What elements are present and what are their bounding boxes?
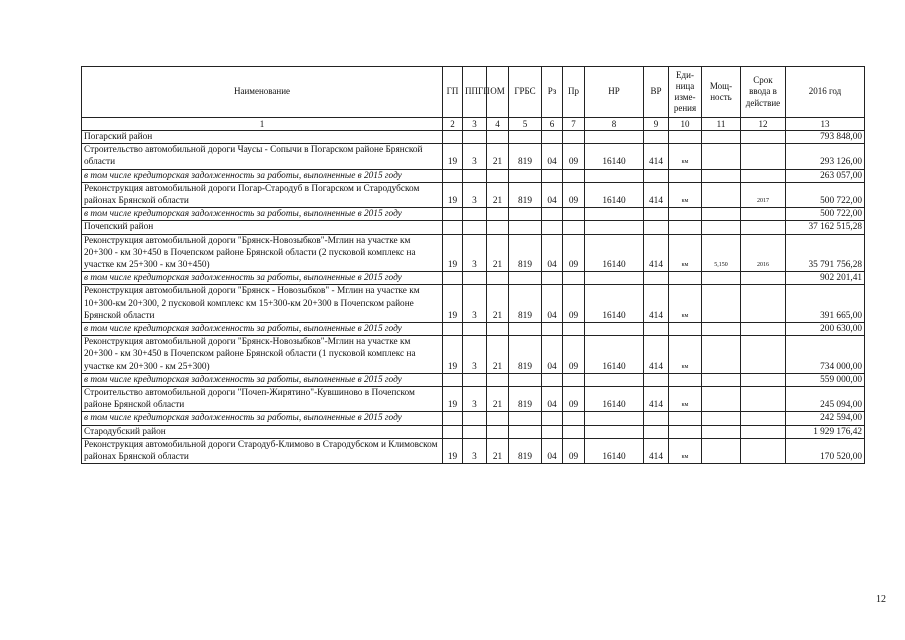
empty-cell: [644, 323, 669, 336]
cell-unit: км: [669, 144, 702, 169]
empty-cell: [542, 221, 563, 234]
row-name: Строительство автомобильной дороги "Почеп-Жирятино"-Кувшиново в Почепском районе Брянской области: [82, 387, 443, 412]
empty-cell: [741, 425, 786, 438]
empty-cell: [702, 373, 741, 386]
cell-om: 21: [487, 336, 509, 374]
cell-term: 2017: [741, 182, 786, 207]
row-name: в том числе кредиторская задолженность за работы, выполненные в 2015 году: [82, 208, 443, 221]
empty-cell: [542, 131, 563, 144]
cell-term: [741, 438, 786, 463]
empty-cell: [509, 373, 542, 386]
header-term: Срок ввода в действие: [741, 67, 786, 118]
header-grbs: ГРБС: [509, 67, 542, 118]
header-number: 9: [644, 118, 669, 131]
cell-om: 21: [487, 285, 509, 323]
row-amount: 391 665,00: [786, 285, 865, 323]
header-year: 2016 год: [786, 67, 865, 118]
cell-grbs: 819: [509, 285, 542, 323]
empty-cell: [542, 425, 563, 438]
cell-ppgp: 3: [463, 234, 487, 272]
cell-vr: 414: [644, 285, 669, 323]
empty-cell: [443, 221, 463, 234]
cell-rz: 04: [542, 438, 563, 463]
empty-cell: [563, 169, 585, 182]
note-row: [82, 272, 865, 285]
header-gp: ГП: [443, 67, 463, 118]
empty-cell: [741, 412, 786, 425]
empty-cell: [443, 373, 463, 386]
header-power: Мощ-ность: [702, 67, 741, 118]
cell-rz: 04: [542, 285, 563, 323]
table-row: [82, 285, 865, 323]
cell-nr: 16140: [585, 438, 644, 463]
district-row: [82, 221, 865, 234]
header-number: 12: [741, 118, 786, 131]
empty-cell: [542, 373, 563, 386]
cell-grbs: 819: [509, 234, 542, 272]
cell-pr: 09: [563, 438, 585, 463]
empty-cell: [669, 131, 702, 144]
empty-cell: [741, 221, 786, 234]
empty-cell: [509, 131, 542, 144]
header-number: 3: [463, 118, 487, 131]
table-row: [82, 387, 865, 412]
header-number: 6: [542, 118, 563, 131]
cell-gp: 19: [443, 438, 463, 463]
empty-cell: [563, 425, 585, 438]
cell-rz: 04: [542, 387, 563, 412]
empty-cell: [585, 208, 644, 221]
empty-cell: [443, 323, 463, 336]
cell-gp: 19: [443, 144, 463, 169]
empty-cell: [509, 208, 542, 221]
empty-cell: [669, 425, 702, 438]
row-amount: 170 520,00: [786, 438, 865, 463]
empty-cell: [644, 169, 669, 182]
empty-cell: [741, 169, 786, 182]
row-amount: 500 722,00: [786, 208, 865, 221]
district-row: [82, 131, 865, 144]
empty-cell: [542, 323, 563, 336]
table-row: [82, 336, 865, 374]
cell-term: [741, 285, 786, 323]
cell-term: 2016: [741, 234, 786, 272]
header-name: Наименование: [82, 67, 443, 118]
header-row: [82, 67, 865, 118]
empty-cell: [463, 425, 487, 438]
empty-cell: [563, 131, 585, 144]
header-unit: Еди-ница изме-рения: [669, 67, 702, 118]
empty-cell: [463, 208, 487, 221]
row-amount: 500 722,00: [786, 182, 865, 207]
empty-cell: [741, 323, 786, 336]
empty-cell: [741, 131, 786, 144]
cell-vr: 414: [644, 336, 669, 374]
empty-cell: [443, 169, 463, 182]
cell-pr: 09: [563, 285, 585, 323]
row-amount: 37 162 515,28: [786, 221, 865, 234]
empty-cell: [487, 373, 509, 386]
note-row: [82, 323, 865, 336]
empty-cell: [509, 412, 542, 425]
empty-cell: [563, 208, 585, 221]
header-number: 13: [786, 118, 865, 131]
header-number: 10: [669, 118, 702, 131]
row-amount: 293 126,00: [786, 144, 865, 169]
empty-cell: [463, 272, 487, 285]
header-number: 2: [443, 118, 463, 131]
table-row: [82, 144, 865, 169]
header-number: 5: [509, 118, 542, 131]
row-name: в том числе кредиторская задолженность за работы, выполненные в 2015 году: [82, 323, 443, 336]
cell-ppgp: 3: [463, 387, 487, 412]
cell-ppgp: 3: [463, 144, 487, 169]
row-amount: 559 000,00: [786, 373, 865, 386]
row-name: Строительство автомобильной дороги Чаусы - Сопычи в Погарском районе Брянской области: [82, 144, 443, 169]
header-number-row: [82, 118, 865, 131]
row-name: в том числе кредиторская задолженность за работы, выполненные в 2015 году: [82, 373, 443, 386]
empty-cell: [644, 221, 669, 234]
cell-om: 21: [487, 234, 509, 272]
empty-cell: [669, 272, 702, 285]
empty-cell: [585, 373, 644, 386]
empty-cell: [563, 373, 585, 386]
empty-cell: [542, 272, 563, 285]
empty-cell: [669, 323, 702, 336]
header-pr: Пр: [563, 67, 585, 118]
cell-unit: км: [669, 285, 702, 323]
empty-cell: [542, 208, 563, 221]
empty-cell: [487, 412, 509, 425]
cell-power: [702, 336, 741, 374]
row-name: Реконструкция автомобильной дороги Стародуб-Климово в Стародубском и Климовском районах Брянской области: [82, 438, 443, 463]
cell-gp: 19: [443, 234, 463, 272]
empty-cell: [487, 323, 509, 336]
cell-unit: км: [669, 438, 702, 463]
row-amount: 263 057,00: [786, 169, 865, 182]
empty-cell: [509, 323, 542, 336]
empty-cell: [509, 221, 542, 234]
empty-cell: [542, 412, 563, 425]
empty-cell: [443, 208, 463, 221]
empty-cell: [644, 208, 669, 221]
cell-unit: км: [669, 387, 702, 412]
empty-cell: [443, 272, 463, 285]
header-vr: ВР: [644, 67, 669, 118]
empty-cell: [585, 425, 644, 438]
table-row: [82, 234, 865, 272]
cell-vr: 414: [644, 182, 669, 207]
row-name: Реконструкция автомобильной дороги "Брянск-Новозыбков"-Мглин на участке км 20+300 - км 30+450 в Почепском районе Брянской области (2 пусковой комплекс на участке км 25+300 - км 30+450): [82, 234, 443, 272]
cell-nr: 16140: [585, 336, 644, 374]
cell-power: [702, 144, 741, 169]
header-om: ОМ: [487, 67, 509, 118]
cell-pr: 09: [563, 144, 585, 169]
header-ppgp: ППГП: [463, 67, 487, 118]
row-amount: 793 848,00: [786, 131, 865, 144]
row-name: Почепский район: [82, 221, 443, 234]
empty-cell: [463, 221, 487, 234]
cell-pr: 09: [563, 182, 585, 207]
cell-om: 21: [487, 387, 509, 412]
cell-vr: 414: [644, 234, 669, 272]
cell-rz: 04: [542, 144, 563, 169]
empty-cell: [741, 272, 786, 285]
cell-term: [741, 336, 786, 374]
row-amount: 200 630,00: [786, 323, 865, 336]
empty-cell: [563, 323, 585, 336]
note-row: [82, 169, 865, 182]
header-number: 8: [585, 118, 644, 131]
table-row: [82, 438, 865, 463]
cell-ppgp: 3: [463, 182, 487, 207]
empty-cell: [702, 323, 741, 336]
row-name: Реконструкция автомобильной дороги "Брянск-Новозыбков"-Мглин на участке км 20+300 - км 30+450 в Почепском районе Брянской области (1 пусковой комплекс на участке км 20+300 - км 25+300): [82, 336, 443, 374]
row-amount: 242 594,00: [786, 412, 865, 425]
row-amount: 35 791 756,28: [786, 234, 865, 272]
cell-power: [702, 182, 741, 207]
header-number: 7: [563, 118, 585, 131]
empty-cell: [585, 412, 644, 425]
empty-cell: [702, 272, 741, 285]
row-name: в том числе кредиторская задолженность за работы, выполненные в 2015 году: [82, 169, 443, 182]
district-row: [82, 425, 865, 438]
cell-rz: 04: [542, 234, 563, 272]
empty-cell: [702, 169, 741, 182]
cell-nr: 16140: [585, 144, 644, 169]
cell-gp: 19: [443, 387, 463, 412]
table-row: [82, 182, 865, 207]
empty-cell: [563, 412, 585, 425]
cell-term: [741, 387, 786, 412]
empty-cell: [463, 131, 487, 144]
empty-cell: [741, 373, 786, 386]
cell-rz: 04: [542, 336, 563, 374]
row-name: Стародубский район: [82, 425, 443, 438]
empty-cell: [644, 425, 669, 438]
empty-cell: [702, 425, 741, 438]
header-number: 4: [487, 118, 509, 131]
empty-cell: [702, 221, 741, 234]
cell-power: [702, 438, 741, 463]
header-rz: Рз: [542, 67, 563, 118]
empty-cell: [644, 272, 669, 285]
cell-power: [702, 285, 741, 323]
cell-ppgp: 3: [463, 438, 487, 463]
row-name: Реконструкция автомобильной дороги "Брянск - Новозыбков" - Мглин на участке км 10+300-км 20+300, 2 пусковой комплекс км 15+300-км 20+300 в Почепском районе Брянской области: [82, 285, 443, 323]
cell-pr: 09: [563, 234, 585, 272]
cell-nr: 16140: [585, 234, 644, 272]
cell-gp: 19: [443, 182, 463, 207]
empty-cell: [509, 425, 542, 438]
empty-cell: [669, 221, 702, 234]
empty-cell: [463, 412, 487, 425]
header-number: 11: [702, 118, 741, 131]
empty-cell: [644, 373, 669, 386]
budget-table: [81, 66, 865, 464]
cell-rz: 04: [542, 182, 563, 207]
cell-unit: км: [669, 182, 702, 207]
row-amount: 902 201,41: [786, 272, 865, 285]
empty-cell: [463, 323, 487, 336]
cell-nr: 16140: [585, 182, 644, 207]
empty-cell: [563, 221, 585, 234]
cell-power: [702, 387, 741, 412]
cell-grbs: 819: [509, 182, 542, 207]
cell-pr: 09: [563, 336, 585, 374]
empty-cell: [509, 169, 542, 182]
row-name: в том числе кредиторская задолженность за работы, выполненные в 2015 году: [82, 272, 443, 285]
cell-grbs: 819: [509, 144, 542, 169]
cell-term: [741, 144, 786, 169]
empty-cell: [644, 412, 669, 425]
cell-unit: км: [669, 336, 702, 374]
empty-cell: [669, 412, 702, 425]
empty-cell: [443, 131, 463, 144]
empty-cell: [585, 272, 644, 285]
empty-cell: [585, 323, 644, 336]
empty-cell: [542, 169, 563, 182]
table-body: [82, 131, 865, 464]
row-name: Погарский район: [82, 131, 443, 144]
empty-cell: [669, 373, 702, 386]
row-name: Реконструкция автомобильной дороги Погар-Стародуб в Погарском и Стародубском районах Брянской области: [82, 182, 443, 207]
header-number: 1: [82, 118, 443, 131]
cell-gp: 19: [443, 285, 463, 323]
empty-cell: [487, 208, 509, 221]
empty-cell: [702, 412, 741, 425]
empty-cell: [443, 412, 463, 425]
cell-nr: 16140: [585, 387, 644, 412]
cell-grbs: 819: [509, 336, 542, 374]
cell-nr: 16140: [585, 285, 644, 323]
note-row: [82, 373, 865, 386]
empty-cell: [741, 208, 786, 221]
cell-pr: 09: [563, 387, 585, 412]
empty-cell: [702, 208, 741, 221]
empty-cell: [585, 221, 644, 234]
empty-cell: [487, 169, 509, 182]
cell-om: 21: [487, 144, 509, 169]
empty-cell: [585, 169, 644, 182]
empty-cell: [487, 425, 509, 438]
cell-grbs: 819: [509, 387, 542, 412]
cell-vr: 414: [644, 144, 669, 169]
empty-cell: [463, 373, 487, 386]
empty-cell: [487, 131, 509, 144]
empty-cell: [585, 131, 644, 144]
row-amount: 245 094,00: [786, 387, 865, 412]
empty-cell: [487, 221, 509, 234]
empty-cell: [644, 131, 669, 144]
row-name: в том числе кредиторская задолженность за работы, выполненные в 2015 году: [82, 412, 443, 425]
row-amount: 734 000,00: [786, 336, 865, 374]
header-nr: НР: [585, 67, 644, 118]
cell-vr: 414: [644, 387, 669, 412]
empty-cell: [669, 208, 702, 221]
empty-cell: [702, 131, 741, 144]
empty-cell: [563, 272, 585, 285]
page-number: 12: [876, 594, 886, 605]
row-amount: 1 929 176,42: [786, 425, 865, 438]
cell-om: 21: [487, 182, 509, 207]
cell-gp: 19: [443, 336, 463, 374]
cell-grbs: 819: [509, 438, 542, 463]
note-row: [82, 412, 865, 425]
cell-om: 21: [487, 438, 509, 463]
cell-power: 5,150: [702, 234, 741, 272]
cell-vr: 414: [644, 438, 669, 463]
cell-unit: км: [669, 234, 702, 272]
empty-cell: [669, 169, 702, 182]
empty-cell: [443, 425, 463, 438]
empty-cell: [509, 272, 542, 285]
cell-ppgp: 3: [463, 285, 487, 323]
note-row: [82, 208, 865, 221]
empty-cell: [463, 169, 487, 182]
cell-ppgp: 3: [463, 336, 487, 374]
empty-cell: [487, 272, 509, 285]
